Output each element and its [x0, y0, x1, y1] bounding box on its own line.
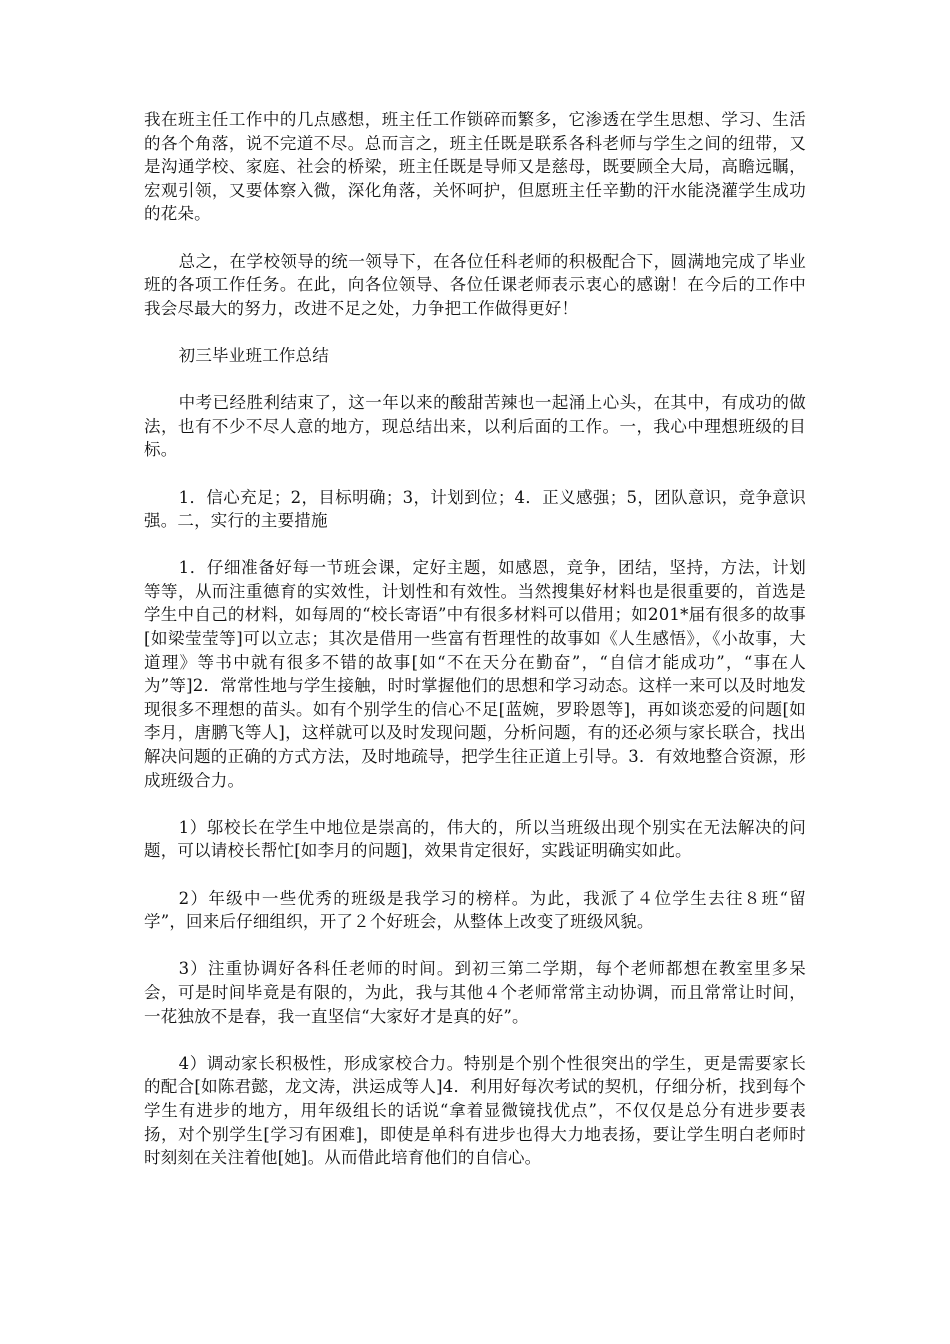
paragraph-intro: 中考已经胜利结束了，这一年以来的酸甜苦辣也一起涌上心头，在其中，有成功的做法，也有不少不尽人意的地方，现总结出来，以利后面的工作。一，我心中理想班级的目标。 — [144, 393, 806, 460]
paragraph-measures: 1．仔细准备好每一节班会课，定好主题，如感恩，竞争，团结，坚持，方法，计划等等，从而注重德育的实效性，计划性和有效性。当然搜集好材料也是很重要的，首选是学生中自己的材料，如每周的“校长寄语”中有很多材料可以借用；如201*届有很多的故事[如梁莹莹等]可以立志；其次是借用一些富有哲理性的故事如《人生感悟》，《小故事，大道理》等书中就有很多不错的故事[如“不在天分在勤奋”，“自信才能成功”，“事在人为”等]2．常常性地与学生接触，时时掌握他们的思想和学习动态。这样一来可以及时地发现很多不理想的苗头。如有个别学生的信心不足[蓝婉，罗聆恩等]，再如谈恋爱的问题[如李月，唐鹏飞等人]，这样就可以及时发现问题，分析问题，有的还必须与家长联合，找出解决问题的正确的方式方法，及时地疏导，把学生往正道上引导。3．有效地整合资源，形成班级合力。 — [144, 558, 806, 790]
paragraph-reflection: 我在班主任工作中的几点感想，班主任工作锁碎而繁多，它渗透在学生思想、学习、生活的各个角落，说不完道不尽。总而言之，班主任既是联系各科老师与学生之间的纽带，又是沟通学校、家庭、社会的桥梁，班主任既是导师又是慈母，既要顾全大局，高瞻远瞩，宏观引领，又要体察入微，深化角落，关怀呵护，但愿班主任辛勤的汗水能浇灌学生成功的花朵。 — [144, 110, 806, 224]
paragraph-point-2: 2）年级中一些优秀的班级是我学习的榜样。为此，我派了４位学生去往８班“留学”，回来后仔细组织，开了２个好班会，从整体上改变了班级风貌。 — [144, 888, 806, 932]
section-title: 初三毕业班工作总结 — [178, 345, 329, 365]
paragraph-goals: 1．信心充足；2，目标明确；3，计划到位；4．正义感强；5，团队意识，竞争意识强。二，实行的主要措施 — [144, 487, 806, 531]
paragraph-point-3: 3）注重协调好各科任老师的时间。到初三第二学期，每个老师都想在教室里多呆会，可是时间毕竟是有限的，为此，我与其他４个老师常常主动协调，而且常常让时间，一花独放不是春，我一直坚信“大家好才是真的好”。 — [144, 959, 806, 1026]
paragraph-point-4: 4）调动家长积极性，形成家校合力。特别是个别个性很突出的学生，更是需要家长的配合[如陈君懿，龙文涛，洪运成等人]4．利用好每次考试的契机，仔细分析，找到每个学生有进步的地方，用年级组长的话说“拿着显微镜找优点”，不仅仅是总分有进步要表扬，对个别学生[学习有困难]，即使是单科有进步也得大力地表扬，要让学生明白老师时时刻刻在关注着他[她]。从而借此培育他们的自信心。 — [144, 1053, 806, 1168]
document-body — [144, 108, 806, 1193]
paragraph-point-1: 1）邬校长在学生中地位是崇高的，伟大的，所以当班级出现个别实在无法解决的问题，可以请校长帮忙[如李月的问题]，效果肯定很好，实践证明确实如此。 — [144, 817, 806, 861]
paragraph-conclusion: 总之，在学校领导的统一领导下，在各位任科老师的积极配合下，圆满地完成了毕业班的各项工作任务。在此，向各位领导、各位任课老师表示衷心的感谢！在今后的工作中我会尽最大的努力，改进不足之处，力争把工作做得更好！ — [144, 251, 806, 318]
